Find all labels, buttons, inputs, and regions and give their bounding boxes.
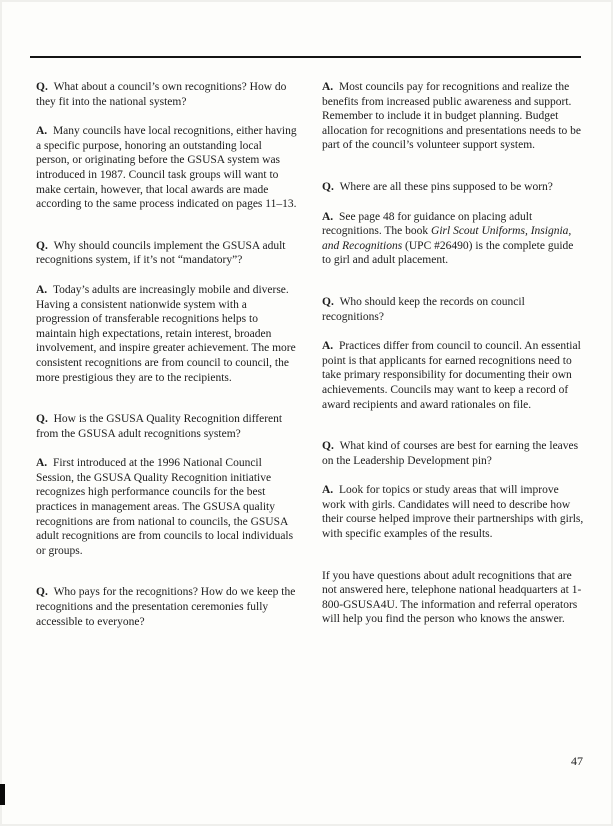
question-block bbox=[322, 295, 584, 324]
body-text: If you have questions about adult recognitions that are not answered here, telephone national headquarters at 1-800-GSUSA4U. The information and referral operators will help you find the person who knows the answer. bbox=[322, 569, 582, 626]
body-text: What kind of courses are best for earning the leaves on the Leadership Development pin? bbox=[322, 440, 579, 467]
body-text: See page 48 for guidance on placing adult recognitions. The book bbox=[322, 210, 533, 238]
question-label: Q. bbox=[36, 239, 54, 252]
question-label: Q. bbox=[322, 440, 340, 453]
body-text: Practices differ from council to council. An essential point is that applicants for earned recognitions need to take primary responsibility for documenting their own achievements. Councils may want to keep a record of award recipients and award rationales on file. bbox=[322, 340, 581, 411]
note-paragraph bbox=[322, 569, 584, 627]
right-text-column bbox=[322, 80, 584, 627]
answer-label: A. bbox=[322, 484, 339, 497]
question-block bbox=[36, 585, 298, 629]
question-label: Q. bbox=[322, 295, 340, 308]
answer-block bbox=[36, 283, 298, 385]
answer-label: A. bbox=[322, 210, 339, 223]
body-text: Look for topics or study areas that will improve work with girls. Candidates will need to describe how their course helped improve their partnerships with girls, with specific examples of the results. bbox=[322, 484, 584, 541]
answer-block bbox=[322, 339, 584, 412]
body-text: How is the GSUSA Quality Recognition different from the GSUSA adult recognitions system? bbox=[36, 413, 283, 440]
body-text: What about a council’s own recognitions? How do they fit into the national system? bbox=[36, 81, 287, 108]
body-text: (UPC #26490) is the complete guide to girl and adult placement. bbox=[322, 239, 574, 267]
answer-block bbox=[36, 456, 298, 558]
left-text-column bbox=[36, 80, 298, 629]
body-text: Why should councils implement the GSUSA adult recognitions system, if it’s not “mandatory”? bbox=[36, 239, 286, 267]
answer-label: A. bbox=[322, 340, 339, 353]
answer-block bbox=[322, 483, 584, 541]
body-text: First introduced at the 1996 National Council Session, the GSUSA Quality Recognition initiative recognizes high performance councils for the best practices in management areas. The GSUSA quality recognitions are from national to councils, the GSUSA adult recognitions are from councils to local individuals or groups. bbox=[36, 457, 294, 557]
question-block bbox=[322, 180, 584, 195]
top-horizontal-rule bbox=[30, 56, 581, 58]
question-block bbox=[36, 80, 298, 109]
scan-edge-artifact bbox=[0, 784, 5, 805]
answer-label: A. bbox=[36, 283, 53, 296]
body-text: Today’s adults are increasingly mobile and diverse. Having a consistent nationwide system with a progression of transferable recognitions helps to maintain high expectations, retain interest, broaden involvement, and inspire greater achievement. The more consistent recognitions are from council to council, the more prestigious they are to the recipients. bbox=[36, 283, 296, 384]
question-block bbox=[322, 439, 584, 468]
question-block bbox=[36, 239, 298, 268]
answer-block bbox=[322, 80, 584, 153]
answer-label: A. bbox=[36, 125, 53, 138]
question-block bbox=[36, 412, 298, 441]
body-text: Who should keep the records on council recognitions? bbox=[322, 295, 525, 323]
body-text: Who pays for the recognitions? How do we keep the recognitions and the presentation ceremonies fully accessible to everyone? bbox=[36, 586, 296, 628]
answer-block bbox=[322, 210, 584, 268]
question-label: Q. bbox=[322, 180, 340, 193]
question-label: Q. bbox=[36, 586, 54, 599]
answer-label: A. bbox=[36, 457, 53, 470]
book-title-italic: Girl Scout Uniforms, Insignia, and Recognitions bbox=[322, 225, 572, 252]
page-number: 47 bbox=[571, 754, 583, 768]
answer-block bbox=[36, 124, 298, 212]
answer-label: A. bbox=[322, 81, 339, 93]
body-text: Many councils have local recognitions, either having a specific purpose, honoring an outstanding local person, or originating before the GSUSA system was introduced in 1987. Council task groups will want to make certain, however, that local awards are made according to the same process indicated on pages 11–13. bbox=[36, 125, 297, 211]
body-text: Most councils pay for recognitions and realize the benefits from increased public awareness and support. Remember to include it in budget planning. Budget allocation for recognitions and presentations needs to be part of the council’s volunteer support system. bbox=[322, 81, 581, 152]
body-text: Where are all these pins supposed to be worn? bbox=[339, 180, 553, 193]
question-label: Q. bbox=[36, 413, 54, 426]
question-label: Q. bbox=[36, 81, 54, 93]
